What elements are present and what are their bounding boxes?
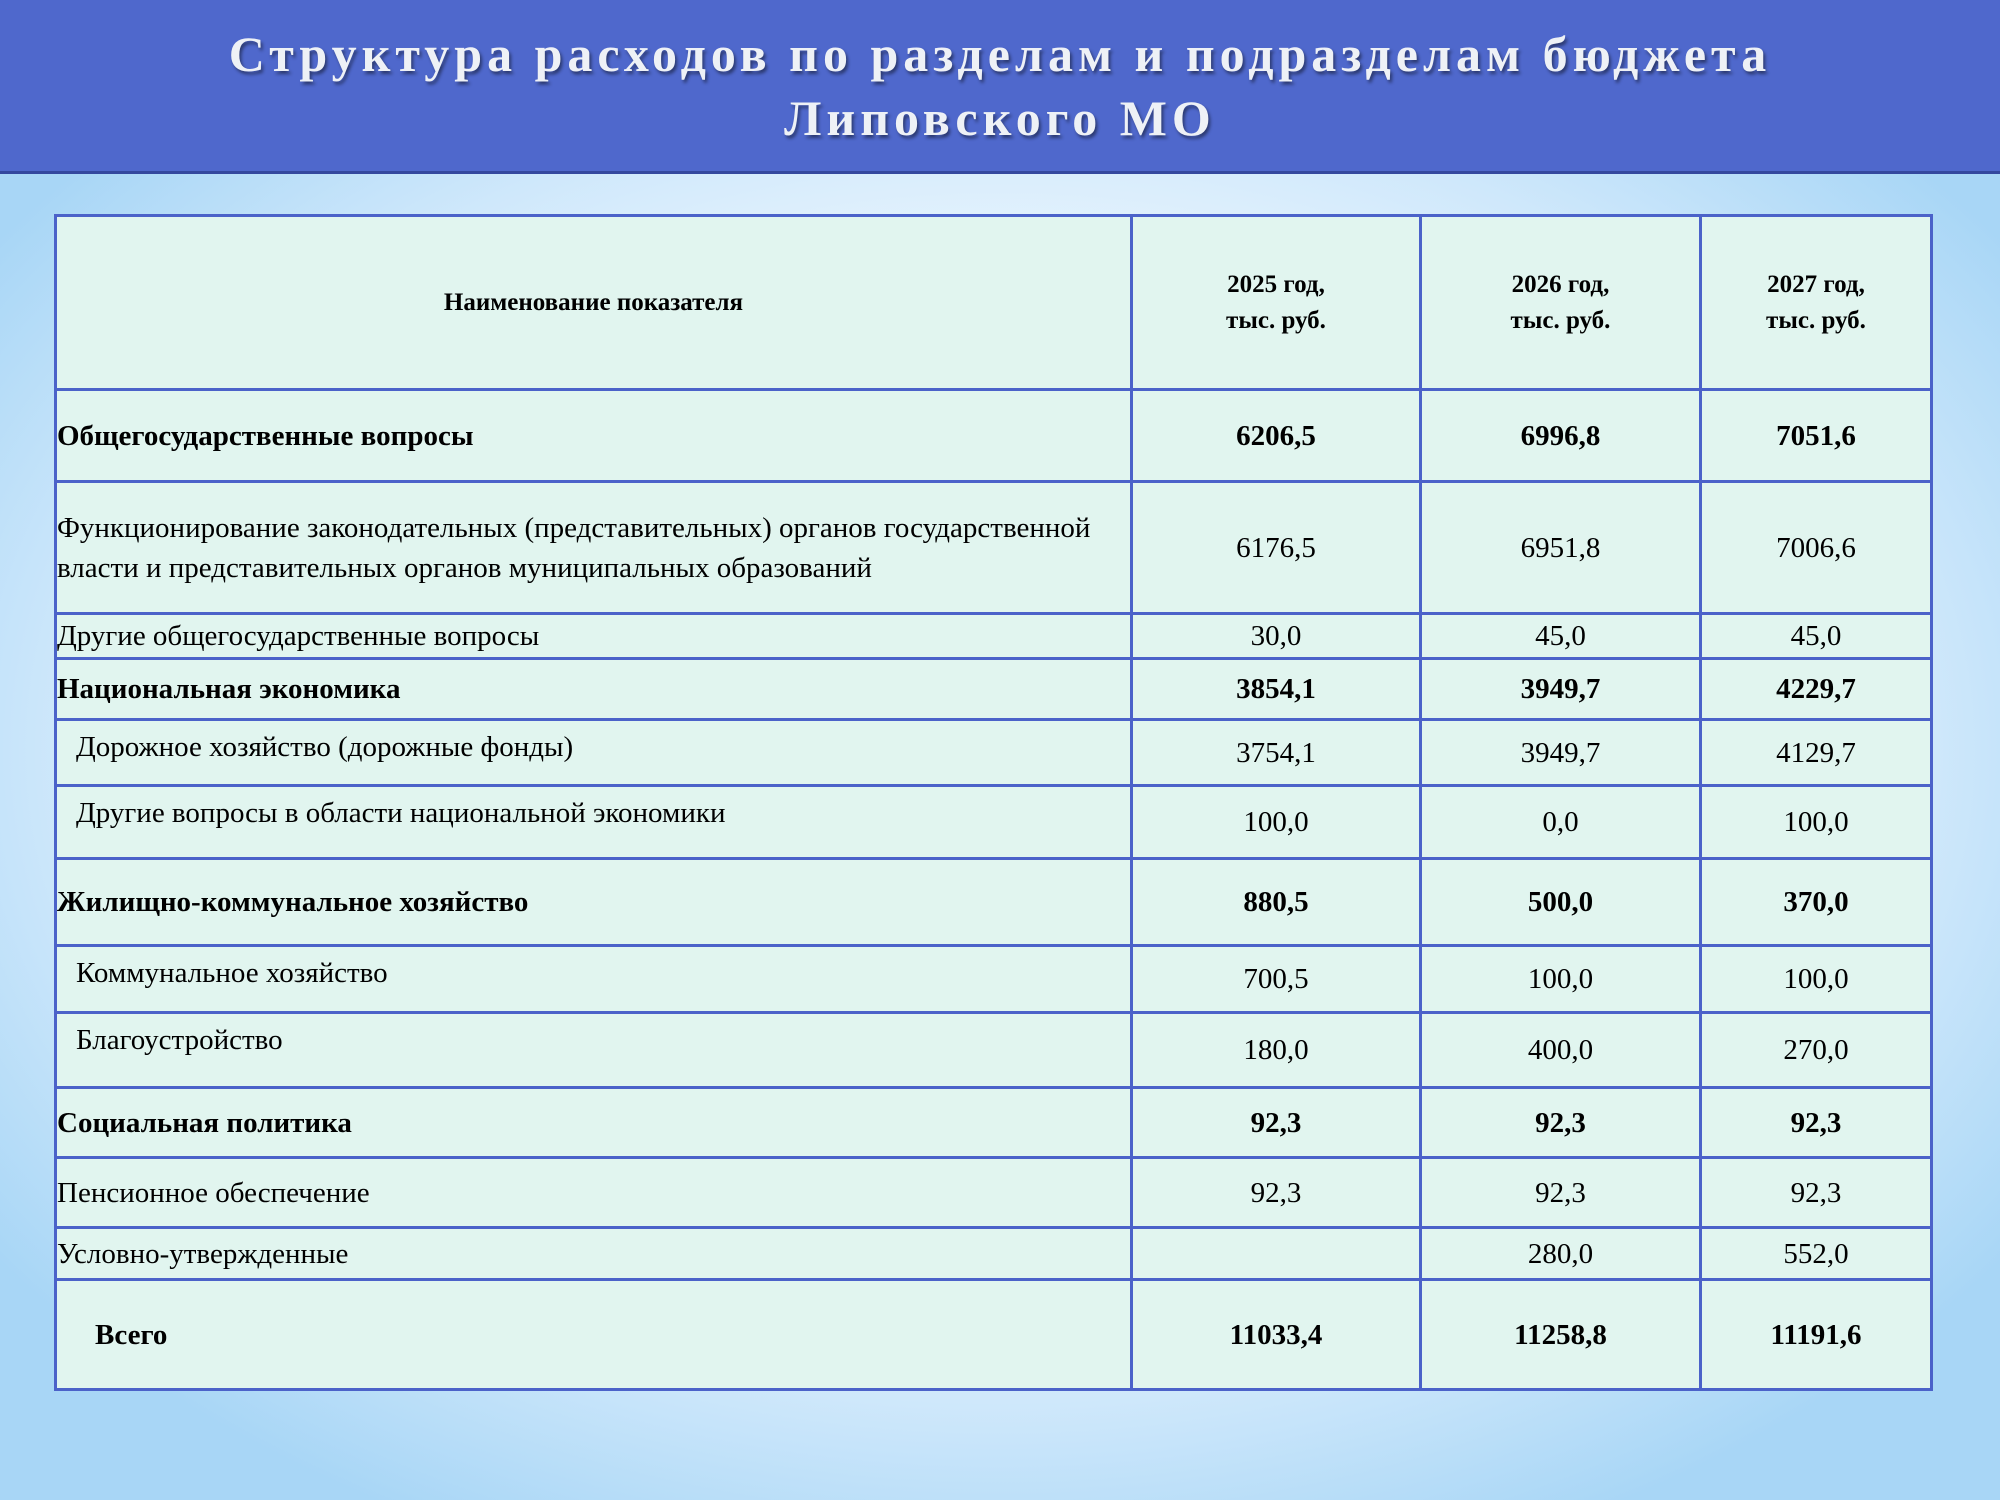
row-value-2025 [1132,1228,1421,1280]
row-value-2027: 4229,7 [1701,659,1932,720]
header-2025-year: 2025 год, [1227,270,1325,298]
row-name: Социальная политика [56,1088,1132,1158]
row-value-2025: 180,0 [1132,1013,1421,1088]
row-name: Жилищно-коммунальное хозяйство [56,859,1132,946]
row-value-2026: 400,0 [1421,1013,1701,1088]
row-name: Общегосударственные вопросы [56,390,1132,482]
table-row-social-policy [56,1088,1932,1158]
row-value-2025: 3754,1 [1132,720,1421,786]
header-year-2025 [1132,216,1421,390]
budget-expenses-table [54,214,1933,1391]
row-value-2026: 0,0 [1421,786,1701,859]
row-value-2027: 100,0 [1701,946,1932,1013]
table-row-conditionally-approved [56,1228,1932,1280]
row-name: Коммунальное хозяйство [56,946,1132,1013]
title-banner [0,0,2000,174]
table-row-pension [56,1158,1932,1228]
table-row-communal-services [56,946,1932,1013]
row-value-2025: 3854,1 [1132,659,1421,720]
row-value-2027: 45,0 [1701,614,1932,659]
row-value-2026: 11258,8 [1421,1280,1701,1390]
row-value-2025: 100,0 [1132,786,1421,859]
header-year-2026 [1421,216,1701,390]
table-row-general-issues [56,390,1932,482]
header-2026-unit: тыс. руб. [1510,306,1611,334]
row-value-2027: 92,3 [1701,1158,1932,1228]
table-row-housing-utilities [56,859,1932,946]
header-year-2027 [1701,216,1932,390]
row-value-2027: 7006,6 [1701,482,1932,614]
header-indicator-name: Наименование показателя [56,216,1132,390]
header-2027-year: 2027 год, [1767,270,1865,298]
table-row-national-economy [56,659,1932,720]
table-header-row [56,216,1932,390]
row-value-2025: 6206,5 [1132,390,1421,482]
row-value-2027: 552,0 [1701,1228,1932,1280]
row-value-2025: 30,0 [1132,614,1421,659]
row-value-2026: 3949,7 [1421,720,1701,786]
row-value-2026: 280,0 [1421,1228,1701,1280]
table-row-improvement [56,1013,1932,1088]
table-row-other-economy-issues [56,786,1932,859]
row-value-2025: 11033,4 [1132,1280,1421,1390]
row-value-2025: 880,5 [1132,859,1421,946]
table-row-legislative-bodies [56,482,1932,614]
row-value-2026: 3949,7 [1421,659,1701,720]
row-name: Пенсионное обеспечение [56,1158,1132,1228]
row-value-2025: 700,5 [1132,946,1421,1013]
row-name: Условно-утвержденные [56,1228,1132,1280]
table-row-road-funds [56,720,1932,786]
row-value-2026: 500,0 [1421,859,1701,946]
row-value-2027: 11191,6 [1701,1280,1932,1390]
row-name: Благоустройство [56,1013,1132,1088]
row-value-2026: 45,0 [1421,614,1701,659]
row-value-2027: 270,0 [1701,1013,1932,1088]
row-value-2026: 100,0 [1421,946,1701,1013]
header-2026-year: 2026 год, [1511,270,1610,298]
header-2027-unit: тыс. руб. [1766,306,1866,334]
page-title-line-1: Структура расходов по разделам и подразделам бюджета [228,25,1772,82]
row-value-2026: 6996,8 [1421,390,1701,482]
page-title-line-2: Липовского МО [784,89,1216,146]
row-name: Функционирование законодательных (представительных) органов государственной власти и представительных органов муниципальных образований [56,482,1132,614]
row-value-2027: 100,0 [1701,786,1932,859]
row-value-2027: 92,3 [1701,1088,1932,1158]
row-name: Национальная экономика [56,659,1132,720]
row-value-2026: 92,3 [1421,1158,1701,1228]
row-value-2025: 92,3 [1132,1158,1421,1228]
row-value-2027: 370,0 [1701,859,1932,946]
table-row-total [56,1280,1932,1390]
row-name: Дорожное хозяйство (дорожные фонды) [56,720,1132,786]
row-name: Всего [56,1280,1132,1390]
row-value-2025: 92,3 [1132,1088,1421,1158]
row-name: Другие общегосударственные вопросы [56,614,1132,659]
row-name: Другие вопросы в области национальной экономики [56,786,1132,859]
row-value-2027: 4129,7 [1701,720,1932,786]
row-value-2025: 6176,5 [1132,482,1421,614]
row-value-2027: 7051,6 [1701,390,1932,482]
table-row-other-general-issues [56,614,1932,659]
header-2025-unit: тыс. руб. [1226,306,1326,334]
row-value-2026: 92,3 [1421,1088,1701,1158]
row-value-2026: 6951,8 [1421,482,1701,614]
